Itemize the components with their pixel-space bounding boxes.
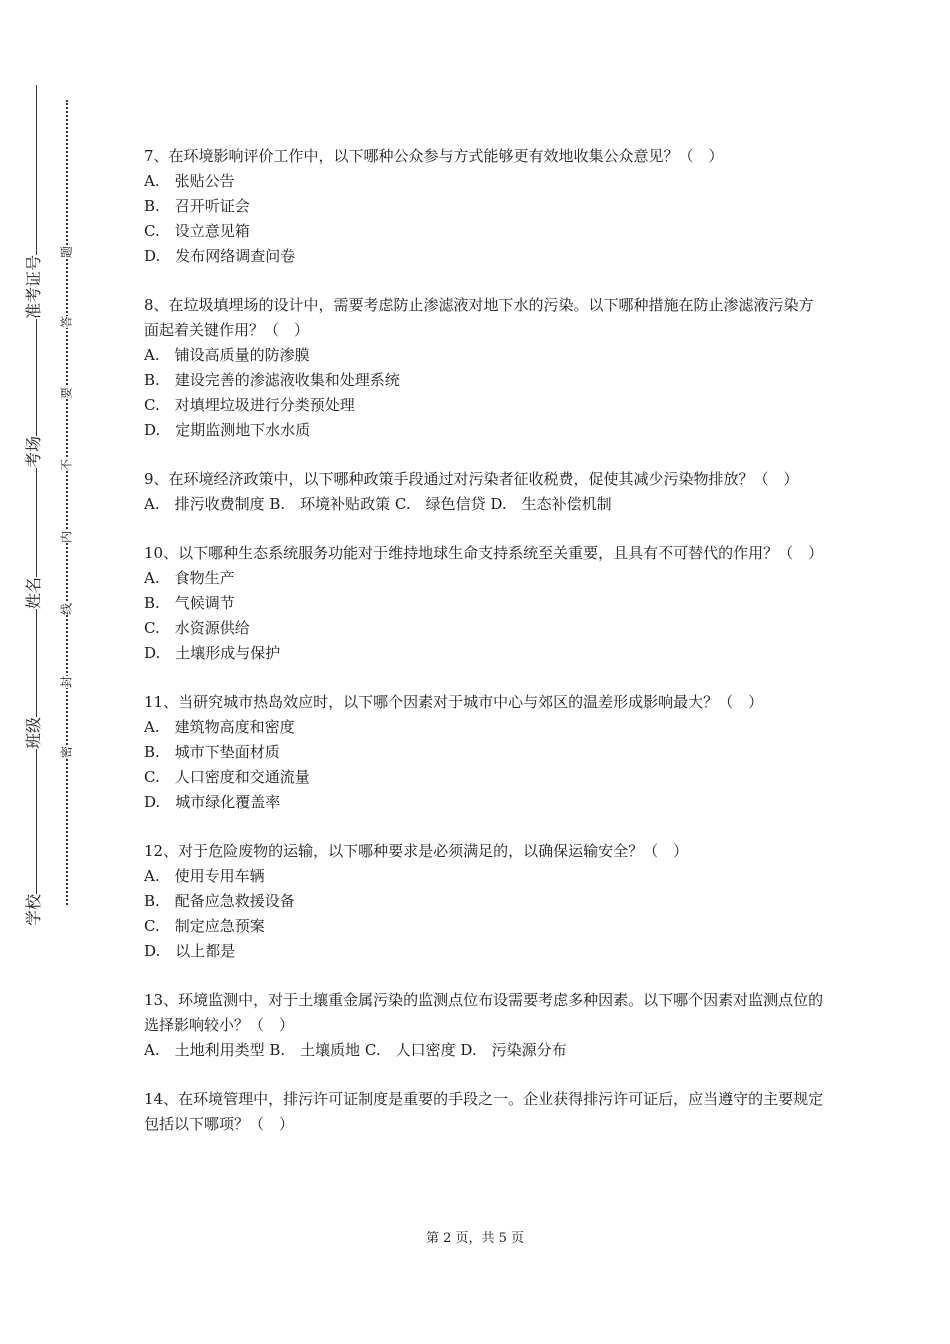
exam-room-label: 考场 xyxy=(24,435,43,469)
question-8 xyxy=(144,293,824,443)
question-13 xyxy=(144,988,824,1063)
seal-char: 不 xyxy=(59,458,74,472)
option-d: D. 定期监测地下水水质 xyxy=(144,421,311,439)
question-stem: 7、在环境影响评价工作中，以下哪种公众参与方式能够更有效地收集公众意见？（ ） xyxy=(144,147,724,165)
question-14 xyxy=(144,1087,824,1137)
question-stem: 8、在垃圾填埋场的设计中，需要考虑防止渗滤液对地下水的污染。以下哪种措施在防止渗滤液污染方面起着关键作用？（ ） xyxy=(144,296,814,339)
seal-char: 题 xyxy=(59,245,74,259)
question-stem: 10、以下哪种生态系统服务功能对于维持地球生命支持系统至关重要，且具有不可替代的作用？（ ） xyxy=(144,544,824,562)
option-c: C. 制定应急预案 xyxy=(144,917,265,935)
option-d: D. 土壤形成与保护 xyxy=(144,644,281,662)
seal-char: 密 xyxy=(59,745,74,759)
binding-line-dotted xyxy=(66,100,68,905)
question-10 xyxy=(144,541,824,666)
option-a: A. 张贴公告 xyxy=(144,172,235,190)
options-inline: A. 土地利用类型 B. 土壤质地 C. 人口密度 D. 污染源分布 xyxy=(144,1041,567,1059)
option-a: A. 食物生产 xyxy=(144,569,235,587)
question-12 xyxy=(144,839,824,964)
option-c: C. 对填埋垃圾进行分类预处理 xyxy=(144,396,355,414)
question-stem: 12、对于危险废物的运输，以下哪种要求是必须满足的，以确保运输安全？（ ） xyxy=(144,842,689,860)
options-inline: A. 排污收费制度 B. 环境补贴政策 C. 绿色信贷 D. 生态补偿机制 xyxy=(144,495,612,513)
question-stem: 11、当研究城市热岛效应时，以下哪个因素对于城市中心与郊区的温差形成影响最大？（ ） xyxy=(144,693,764,711)
option-b: B. 城市下垫面材质 xyxy=(144,743,280,761)
seal-char: 答 xyxy=(59,315,74,329)
binding-line-solid xyxy=(36,85,37,925)
question-7 xyxy=(144,144,824,269)
seal-char: 封 xyxy=(59,675,74,689)
seal-char: 内 xyxy=(59,530,74,544)
question-9 xyxy=(144,467,824,517)
school-label: 学校 xyxy=(24,893,43,927)
seal-char: 线 xyxy=(59,602,74,616)
option-c: C. 水资源供给 xyxy=(144,619,250,637)
page-footer: 第 2 页，共 5 页 xyxy=(425,1231,525,1246)
option-c: C. 设立意见箱 xyxy=(144,222,250,240)
option-d: D. 以上都是 xyxy=(144,942,236,960)
question-stem: 14、在环境管理中，排污许可证制度是重要的手段之一。企业获得排污许可证后，应当遵守的主要规定包括以下哪项？（ ） xyxy=(144,1090,824,1133)
option-b: B. 召开听证会 xyxy=(144,197,250,215)
option-d: D. 城市绿化覆盖率 xyxy=(144,793,281,811)
option-a: A. 建筑物高度和密度 xyxy=(144,718,295,736)
option-b: B. 建设完善的渗滤液收集和处理系统 xyxy=(144,371,400,389)
question-stem: 13、环境监测中，对于土壤重金属污染的监测点位布设需要考虑多种因素。以下哪个因素对监测点位的选择影响较小？（ ） xyxy=(144,991,824,1034)
seal-char: 要 xyxy=(59,386,74,400)
class-label: 班级 xyxy=(24,716,43,750)
option-b: B. 气候调节 xyxy=(144,594,235,612)
question-11 xyxy=(144,690,824,815)
option-a: A. 铺设高质量的防渗膜 xyxy=(144,346,310,364)
name-label: 姓名 xyxy=(24,576,43,610)
option-c: C. 人口密度和交通流量 xyxy=(144,768,310,786)
option-a: A. 使用专用车辆 xyxy=(144,867,265,885)
question-list xyxy=(144,144,824,1161)
option-d: D. 发布网络调查问卷 xyxy=(144,247,296,265)
exam-number-label: 准考证号 xyxy=(24,254,43,320)
question-stem: 9、在环境经济政策中，以下哪种政策手段通过对污染者征收税费，促使其减少污染物排放？（ ） xyxy=(144,470,799,488)
option-b: B. 配备应急救援设备 xyxy=(144,892,295,910)
